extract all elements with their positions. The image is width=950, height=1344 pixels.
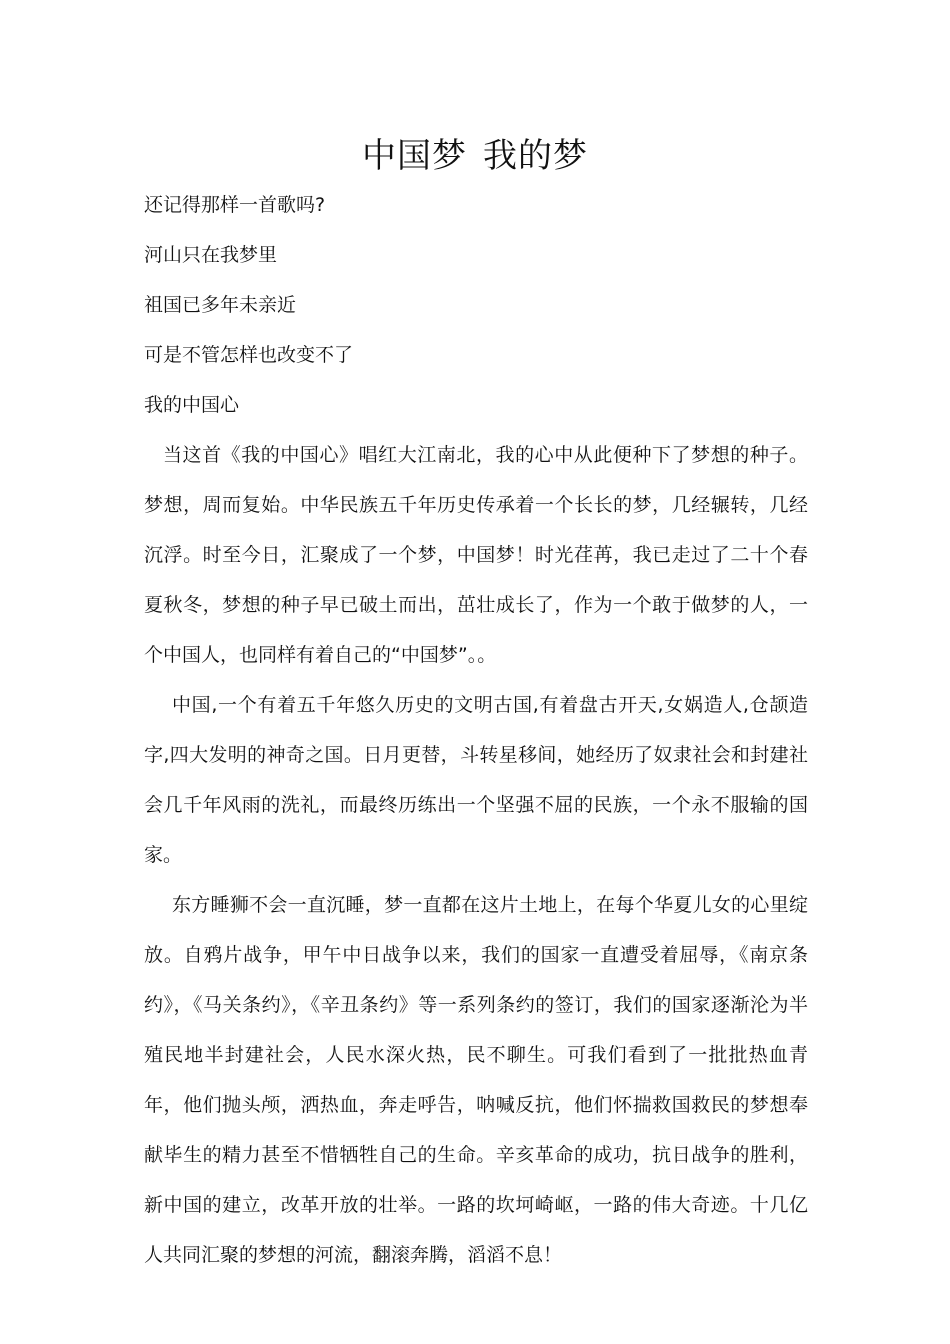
title-part-2: 我的梦 [483, 136, 588, 176]
document-title [0, 128, 950, 177]
lyric-line: 河山只在我梦里 [144, 244, 278, 266]
lyric-line: 祖国已多年未亲近 [144, 294, 297, 316]
body-paragraph: 当这首《我的中国心》唱红大江南北，我的心中从此便种下了梦想的种子。梦想，周而复始。中华民族五千年历史传承着一个长长的梦，几经辗转，几经沉浮。时至今日，汇聚成了一个梦，中国梦！时光荏苒，我已走过了二十个春夏秋冬，梦想的种子早已破土而出，茁壮成长了，作为一个敢于做梦的人，一个中国人，也同样有着自己的“中国梦”。。 [144, 444, 808, 666]
document-body [144, 180, 808, 1280]
body-paragraph: 中国,一个有着五千年悠久历史的文明古国,有着盘古开天,女娲造人,仓颉造字,四大发明的神奇之国。日月更替，斗转星移间，她经历了奴隶社会和封建社会几千年风雨的洗礼，而最终历练出一个坚强不屈的民族，一个永不服输的国家。 [144, 694, 808, 866]
lyric-line: 可是不管怎样也改变不了 [144, 344, 354, 366]
title-part-1: 中国梦 [362, 136, 467, 176]
lyric-line: 还记得那样一首歌吗? [144, 194, 326, 216]
lyric-line: 我的中国心 [144, 394, 240, 416]
body-paragraph: 东方睡狮不会一直沉睡，梦一直都在这片土地上，在每个华夏儿女的心里绽放。自鸦片战争，甲午中日战争以来，我们的国家一直遭受着屈辱，《南京条约》，《马关条约》，《辛丑条约》等一系列条约的签订，我们的国家逐渐沦为半殖民地半封建社会，人民水深火热，民不聊生。可我们看到了一批批热血青年，他们抛头颅，洒热血，奔走呼告，呐喊反抗，他们怀揣救国救民的梦想奉献毕生的精力甚至不惜牺牲自己的生命。辛亥革命的成功，抗日战争的胜利，新中国的建立，改革开放的壮举。一路的坎坷崎岖，一路的伟大奇迹。十几亿人共同汇聚的梦想的河流，翻滚奔腾，滔滔不息！ [144, 894, 808, 1266]
